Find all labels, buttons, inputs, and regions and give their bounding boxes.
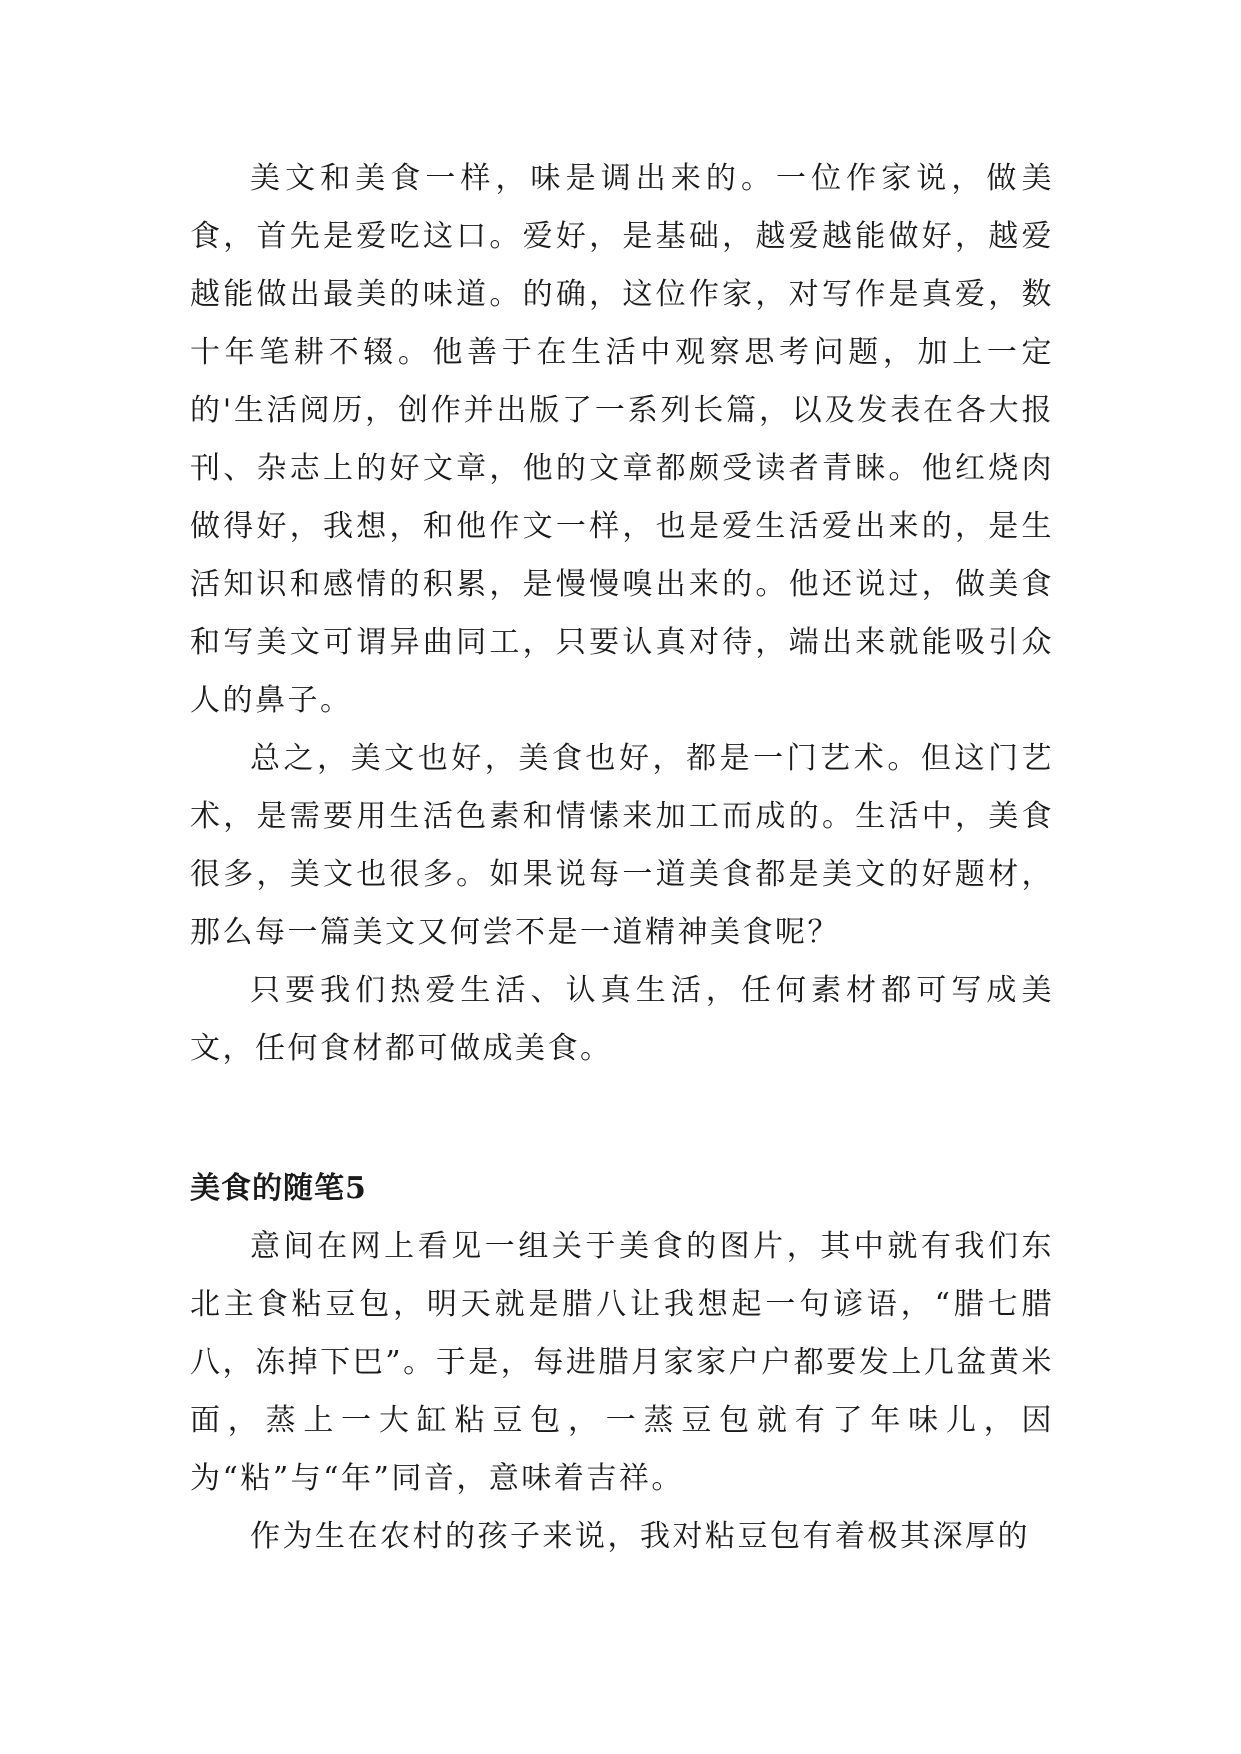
document-page [190, 150, 1054, 1566]
paragraph: 意间在网上看见一组关于美食的图片，其中就有我们东北主食粘豆包，明天就是腊八让我想起一句谚语，“腊七腊八，冻掉下巴”。于是，每进腊月家家户户都要发上几盆黄米面，蒸上一大缸粘豆包，一蒸豆包就有了年味儿，因为“粘”与“年”同音，意味着吉祥。 [190, 1229, 1054, 1496]
section-title: 美食的随笔5 [190, 1171, 367, 1206]
paragraph: 美文和美食一样，味是调出来的。一位作家说，做美食，首先是爱吃这口。爱好，是基础，越爱越能做好，越爱越能做出最美的味道。的确，这位作家，对写作是真爱，数十年笔耕不辍。他善于在生活中观察思考问题，加上一定的'生活阅历，创作并出版了一系列长篇，以及发表在各大报刊、杂志上的好文章，他的文章都颇受读者青睐。他红烧肉做得好，我想，和他作文一样，也是爱生活爱出来的，是生活知识和感情的积累，是慢慢嗅出来的。他还说过，做美食和写美文可谓异曲同工，只要认真对待，端出来就能吸引众人的鼻子。 [190, 161, 1054, 718]
paragraph: 总之，美文也好，美食也好，都是一门艺术。但这门艺术，是需要用生活色素和情愫来加工而成的。生活中，美食很多，美文也很多。如果说每一道美食都是美文的好题材，那么每一篇美文又何尝不是一道精神美食呢？ [190, 741, 1054, 950]
paragraph: 作为生在农村的孩子来说，我对粘豆包有着极其深厚的 [250, 1519, 1030, 1554]
paragraph: 只要我们热爱生活、认真生活，任何素材都可写成美文，任何食材都可做成美食。 [190, 973, 1054, 1066]
